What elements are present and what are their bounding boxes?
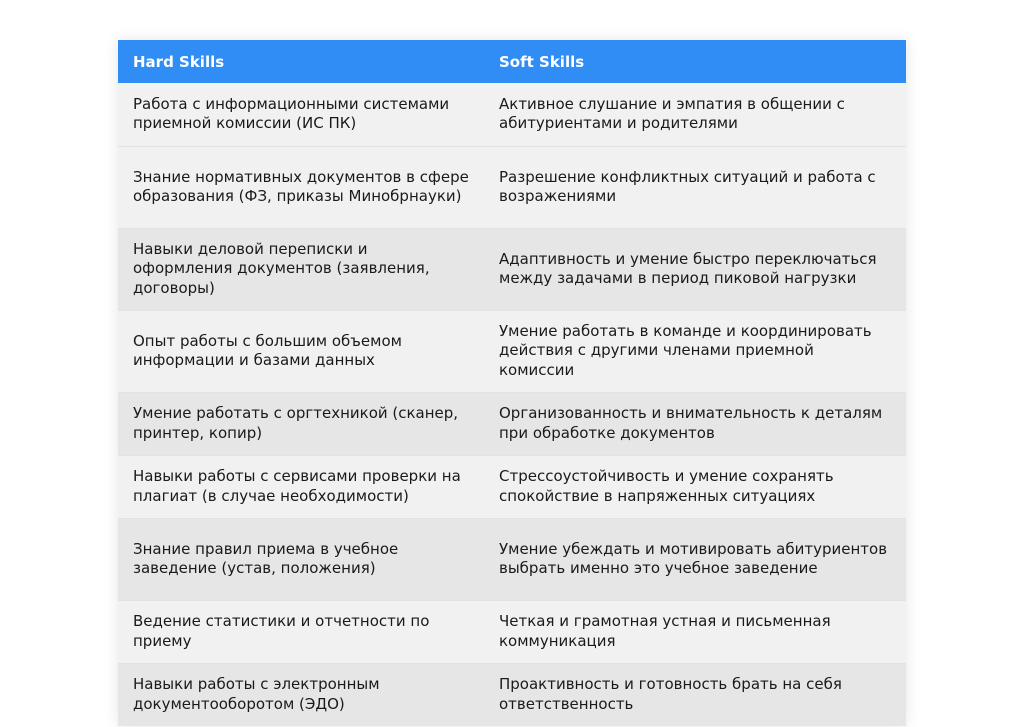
soft-skill-cell: Разрешение конфликтных ситуаций и работа с возражениями [484,146,906,228]
table-header [118,40,906,83]
hard-skill-cell: Опыт работы с большим объемом информации и базами данных [118,310,484,392]
header-soft-skills: Soft Skills [499,52,585,71]
soft-skill-cell: Умение работать в команде и координировать действия с другими членами приемной комиссии [484,310,906,392]
skills-table [118,40,906,726]
table-row [118,455,906,518]
soft-skill-cell: Активное слушание и эмпатия в общении с абитуриентами и родителями [499,94,845,133]
soft-skill-cell: Умение убеждать и мотивировать абитуриентов выбрать именно это учебное заведение [484,518,906,600]
header-row [118,40,906,83]
soft-skill-cell: Стрессоустойчивость и умение сохранять спокойствие в напряженных ситуациях [484,455,906,518]
table-row [118,518,906,600]
soft-skill-cell: Четкая и грамотная устная и письменная коммуникация [484,600,906,663]
table-row [118,146,906,228]
hard-skill-cell: Навыки работы с сервисами проверки на плагиат (в случае необходимости) [118,455,484,518]
table-row [118,392,906,455]
skills-table-container [118,40,906,726]
table-row [118,600,906,663]
table-row [118,228,906,310]
hard-skill-cell: Знание нормативных документов в сфере образования (ФЗ, приказы Минобрнауки) [118,146,484,228]
header-hard-skills: Hard Skills [133,52,225,71]
soft-skill-cell: Проактивность и готовность брать на себя ответственность [484,663,906,726]
hard-skill-cell: Ведение статистики и отчетности по приему [118,600,484,663]
hard-skill-cell: Умение работать с оргтехникой (сканер, принтер, копир) [118,392,484,455]
soft-skill-cell: Адаптивность и умение быстро переключаться между задачами в период пиковой нагрузки [484,228,906,310]
hard-skill-cell: Работа с информационными системами приемной комиссии (ИС ПК) [133,94,450,133]
hard-skill-cell: Знание правил приема в учебное заведение (устав, положения) [118,518,484,600]
table-row [118,663,906,726]
hard-skill-cell: Навыки работы с электронным документооборотом (ЭДО) [118,663,484,726]
hard-skill-cell: Навыки деловой переписки и оформления документов (заявления, договоры) [118,228,484,310]
soft-skill-cell: Организованность и внимательность к деталям при обработке документов [484,392,906,455]
table-body [118,83,906,726]
table-row [118,83,906,146]
table-row [118,310,906,392]
